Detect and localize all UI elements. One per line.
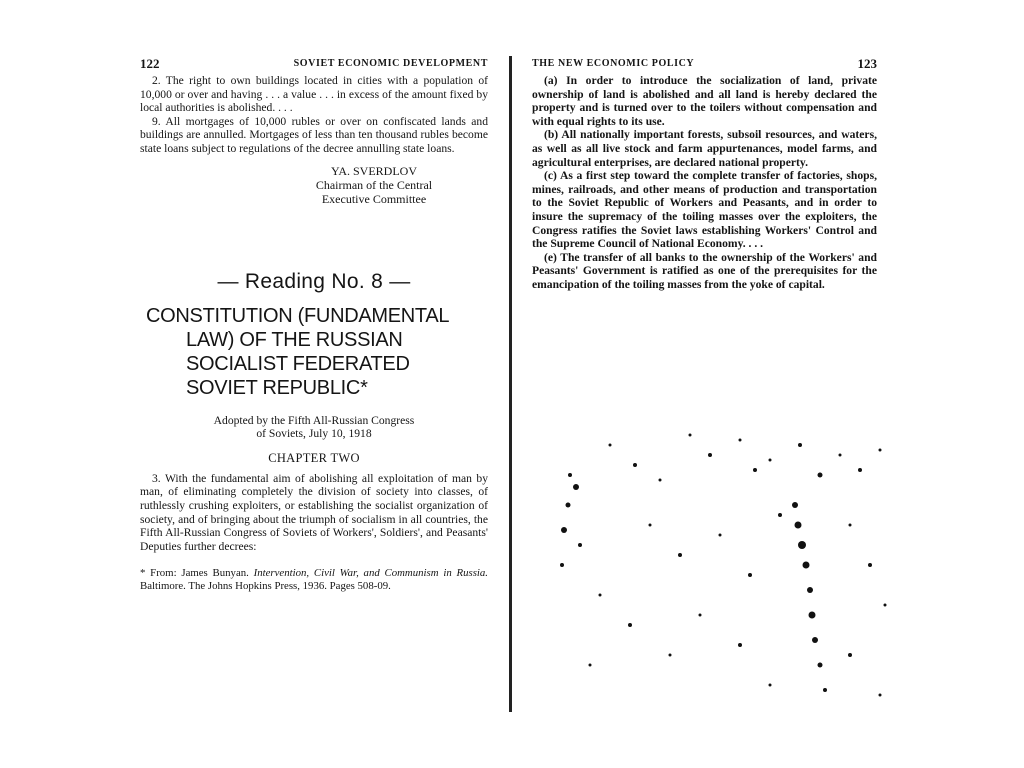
paragraph: 2. The right to own buildings located in cities with a population of 10,000 or over and having . . . a value . . . in excess of the amount fixed by local authorities is abolished. . . . — [140, 74, 488, 115]
right-page — [532, 56, 877, 292]
footnote-prefix: * From: James Bunyan. — [140, 567, 254, 580]
running-head — [140, 56, 488, 74]
signature-title: Executive Committee — [321, 191, 427, 206]
paragraph: (b) All nationally important forests, subsoil resources, and waters, as well as all live stock and farm appurtenances, model farms, and agricultural enterprises, are declared national property. — [532, 128, 877, 169]
reading-number-heading: — Reading No. 8 — — [217, 269, 411, 293]
adoption-line: Adopted by the Fifth All-Russian Congress — [213, 413, 415, 427]
page-number: 123 — [857, 56, 877, 71]
running-head — [532, 56, 877, 74]
left-page — [140, 56, 488, 593]
footnote — [140, 567, 488, 593]
signature-title: Chairman of the Central — [315, 177, 433, 192]
page-gutter-divider — [509, 56, 512, 712]
paragraph: (e) The transfer of all banks to the ownership of the Workers' and Peasants' Government is ratified as one of the prerequisites for the emancipation of the toiling masses from the yoke of capital. — [532, 250, 877, 291]
signature-name: YA. SVERDLOV — [330, 163, 417, 178]
document-title-line: LAW) OF THE RUSSIAN — [186, 328, 403, 351]
footnote-book-title: Intervention, Civil War, and Communism in Russia. — [253, 567, 488, 580]
paragraph: (c) As a first step toward the complete transfer of factories, shops, mines, railroads, and other means of production and transportation to the Soviet Republic of Workers and Peasants, and in order to insure the supremacy of the toiling masses over the exploiters, the Congress ratifies the Soviet laws establishing Workers' Control and the Supreme Council of National Economy. . . . — [532, 169, 877, 251]
page-number: 122 — [140, 56, 160, 71]
chapter-paragraph: 3. With the fundamental aim of abolishing all exploitation of man by man, of eliminating completely the division of society into classes, of ruthlessly crushing exploiters, or establishing the socialist organization of society, and of bringing about the triumph of socialism in all countries, the Fifth All-Russian Congress of Soviets of Workers', Soldiers', and Peasants' Deputies further decrees: — [140, 471, 488, 553]
document-title-line: SOVIET REPUBLIC* — [186, 376, 368, 399]
scan-noise-speckles — [540, 415, 900, 715]
adoption-note — [140, 414, 488, 441]
paragraph: 9. All mortgages of 10,000 rubles or over on confiscated lands and buildings are annulled. Mortgages of less than ten thousand rubles become state loans subject to regulations of the decree annulling state loans. — [140, 114, 488, 155]
chapter-heading: CHAPTER TWO — [268, 450, 360, 465]
paragraph: (a) In order to introduce the socialization of land, private ownership of land is abolished and all land is hereby declared the property and is turned over to the toilers without compensation and with equal rights to its use. — [532, 74, 877, 128]
document-title — [146, 304, 488, 400]
document-title-line: CONSTITUTION (FUNDAMENTAL — [146, 304, 450, 327]
adoption-line: of Soviets, July 10, 1918 — [256, 427, 372, 441]
running-head-title: THE NEW ECONOMIC POLICY — [532, 58, 695, 69]
running-head-title: SOVIET ECONOMIC DEVELOPMENT — [293, 58, 488, 69]
footnote-suffix: Baltimore. The Johns Hopkins Press, 1936. Pages 508-09. — [140, 580, 391, 593]
document-title-line: SOCIALIST FEDERATED — [186, 352, 410, 375]
signature-block — [140, 164, 488, 206]
